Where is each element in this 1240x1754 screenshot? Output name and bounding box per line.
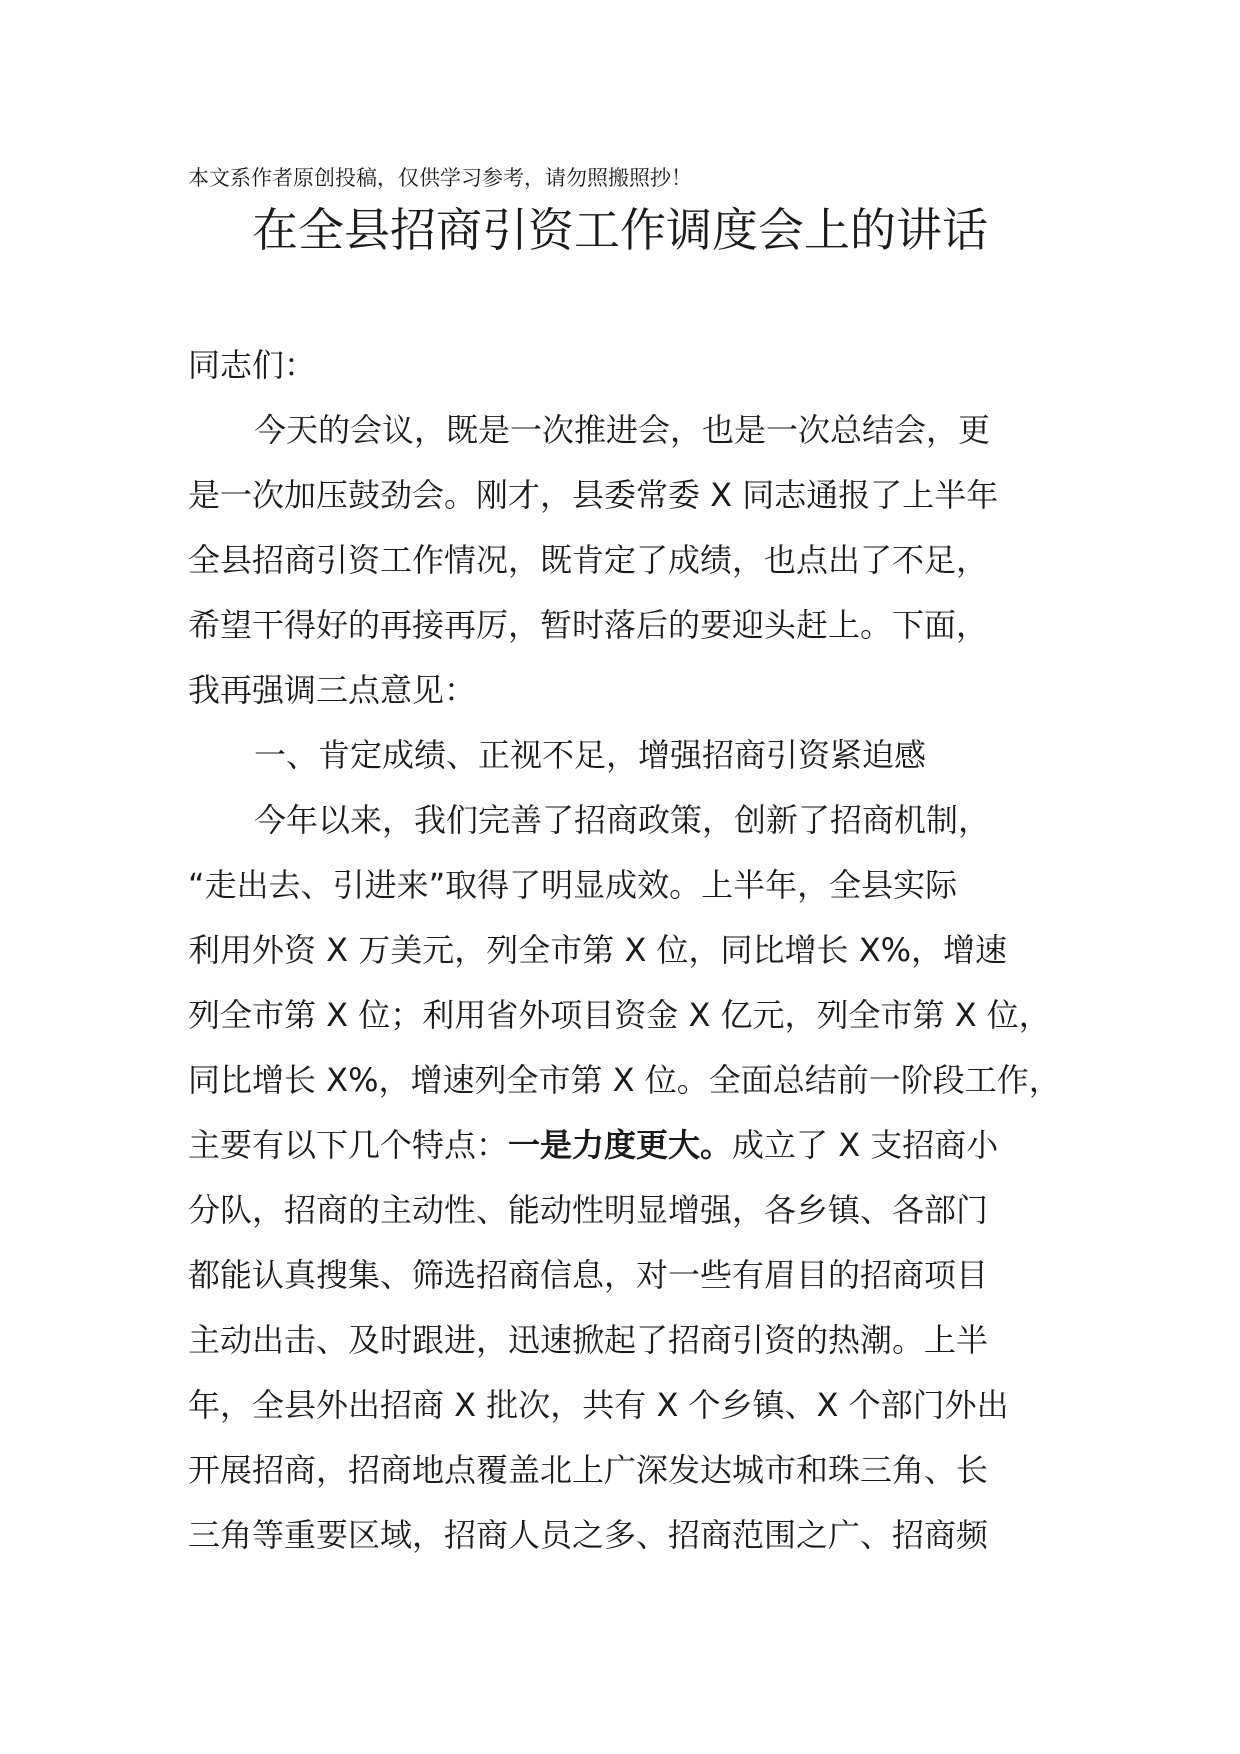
paragraph-line: 是一次加压鼓劲会。刚才，县委常委 X 同志通报了上半年 (188, 476, 999, 514)
paragraph-line: 同比增长 X%，增速列全市第 X 位。全面总结前一阶段工作， (188, 1061, 1061, 1099)
paragraph-line: 利用外资 X 万美元，列全市第 X 位，同比增长 X%，增速 (188, 931, 1008, 969)
paragraph-line: 全县招商引资工作情况，既肯定了成绩，也点出了不足， (188, 541, 989, 579)
paragraph-line: 希望干得好的再接再厉，暂时落后的要迎头赶上。下面， (188, 606, 989, 644)
paragraph-line: 三角等重要区域，招商人员之多、招商范围之广、招商频 (188, 1516, 989, 1554)
section-heading: 一、肯定成绩、正视不足，增强招商引资紧迫感 (254, 736, 927, 774)
paragraph-line: 列全市第 X 位；利用省外项目资金 X 亿元，列全市第 X 位， (188, 996, 1051, 1034)
document-body (188, 333, 1088, 1568)
paragraph-line: 主动出击、及时跟进，迅速掀起了招商引资的热潮。上半 (188, 1321, 989, 1359)
line-prefix: 主要有以下几个特点： (188, 1126, 509, 1164)
copyright-notice: 本文系作者原创投稿，仅供学习参考，请勿照搬照抄！ (188, 166, 692, 190)
line-suffix: 成立了 X 支招商小 (732, 1126, 999, 1164)
paragraph-line: “走出去、引进来”取得了明显成效。上半年，全县实际 (188, 866, 958, 904)
paragraph-line: 年，全县外出招商 X 批次，共有 X 个乡镇、X 个部门外出 (188, 1386, 1009, 1424)
paragraph-line: 都能认真搜集、筛选招商信息，对一些有眉目的招商项目 (188, 1256, 989, 1294)
paragraph-line: 分队，招商的主动性、能动性明显增强，各乡镇、各部门 (188, 1191, 989, 1229)
paragraph-line: 今年以来，我们完善了招商政策，创新了招商机制， (254, 801, 991, 839)
paragraph-line-with-emphasis (188, 1113, 1088, 1178)
paragraph-line: 今天的会议，既是一次推进会，也是一次总结会，更 (254, 411, 991, 449)
emphasis-point-one: 一是力度更大。 (508, 1126, 733, 1164)
paragraph-line: 开展招商，招商地点覆盖北上广深发达城市和珠三角、长 (188, 1451, 989, 1489)
salutation: 同志们： (188, 346, 317, 384)
document-title: 在全县招商引资工作调度会上的讲话 (252, 203, 988, 257)
paragraph-line: 我再强调三点意见： (188, 671, 477, 709)
